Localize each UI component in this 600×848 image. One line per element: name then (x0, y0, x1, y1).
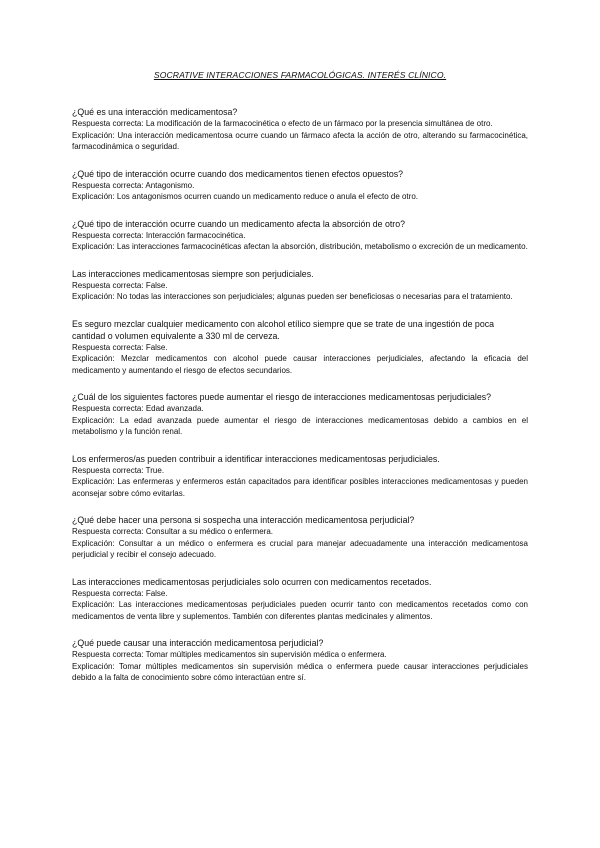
answer-text: Respuesta correcta: False. (72, 280, 168, 290)
explanation-text: Explicación: Los antagonismos ocurren cuando un medicamento reduce o anula el efecto de otro. (72, 192, 418, 201)
question-text: Es seguro mezclar cualquier medicamento con alcohol etílico siempre que se trate de una ingestión de poca cantidad o volumen equivalente a 330 ml de cerveza. (72, 318, 495, 341)
question-text: Las interacciones medicamentosas siempre son perjudiciales. (72, 268, 314, 279)
qa-item (72, 637, 528, 684)
qa-item (72, 318, 528, 377)
question-text: ¿Qué debe hacer una persona si sospecha una interacción medicamentosa perjudicial? (72, 515, 415, 525)
qa-item (72, 168, 528, 203)
qa-item (72, 391, 528, 438)
answer-text: Respuesta correcta: False. (72, 588, 168, 598)
qa-item (72, 514, 528, 561)
question-text: ¿Qué puede causar una interacción medicamentosa perjudicial? (72, 638, 324, 648)
answer-text: Respuesta correcta: La modificación de la farmacocinética o efecto de un fármaco por la presencia simultánea de otro. (72, 119, 493, 128)
question-text: Los enfermeros/as pueden contribuir a identificar interacciones medicamentosas perjudiciales. (72, 453, 440, 464)
qa-item (72, 218, 528, 253)
answer-text: Respuesta correcta: False. (72, 342, 168, 352)
explanation-text: Explicación: La edad avanzada puede aumentar el riesgo de interacciones medicamentosas debido a cambios en el metabolismo y la función renal. (72, 415, 528, 436)
qa-item (72, 453, 528, 500)
explanation-text: Explicación: No todas las interacciones son perjudiciales; algunas pueden ser beneficiosas o necesarias para el tratamiento. (72, 292, 513, 301)
qa-item (72, 576, 528, 623)
explanation-text: Explicación: Mezclar medicamentos con alcohol puede causar interacciones perjudiciales, afectando la eficacia del medicamento y aumentando el riesgo de efectos secundarios. (72, 354, 528, 375)
answer-text: Respuesta correcta: Consultar a su médico o enfermera. (72, 527, 273, 536)
question-text: Las interacciones medicamentosas perjudiciales solo ocurren con medicamentos recetados. (72, 576, 432, 587)
question-text: ¿Qué tipo de interacción ocurre cuando un medicamento afecta la absorción de otro? (72, 218, 406, 229)
explanation-text: Explicación: Tomar múltiples medicamentos sin supervisión médica o enfermera puede causar interacciones perjudiciales debido a la falta de conocimiento sobre cómo interactúan entre sí. (72, 661, 528, 682)
qa-item (72, 106, 528, 153)
explanation-text: Explicación: Las enfermeras y enfermeros están capacitados para identificar posibles interacciones medicamentosas y pueden aconsejar sobre cómo evitarlas. (72, 477, 528, 498)
answer-text: Respuesta correcta: Antagonismo. (72, 180, 195, 190)
explanation-text: Explicación: Consultar a un médico o enfermera es crucial para manejar adecuadamente una interacción medicamentosa perjudicial y recibir el consejo adecuado. (72, 538, 528, 559)
answer-text: Respuesta correcta: True. (72, 465, 165, 475)
document-title: SOCRATIVE INTERACCIONES FARMACOLÓGICAS. INTERÉS CLÍNICO. (153, 70, 447, 80)
explanation-text: Explicación: Las interacciones medicamentosas perjudiciales pueden ocurrir tanto con medicamentos recetados como con medicamentos de venta libre y suplementos. También con diferentes plantas medicinales y alimentos. (72, 600, 528, 621)
answer-text: Respuesta correcta: Edad avanzada. (72, 404, 204, 413)
answer-text: Respuesta correcta: Interacción farmacocinética. (72, 230, 246, 240)
explanation-text: Explicación: Las interacciones farmacocinéticas afectan la absorción, distribución, metabolismo o excreción de un medicamento. (72, 242, 528, 251)
question-text: ¿Cuál de los siguientes factores puede aumentar el riesgo de interacciones medicamentosas perjudiciales? (72, 392, 492, 402)
explanation-text: Explicación: Una interacción medicamentosa ocurre cuando un fármaco afecta la acción de otro, alterando su farmacocinética, farmacodinámica o seguridad. (72, 130, 528, 151)
question-text: ¿Qué tipo de interacción ocurre cuando dos medicamentos tienen efectos opuestos? (72, 168, 404, 179)
qa-item (72, 268, 528, 303)
question-text: ¿Qué es una interacción medicamentosa? (72, 107, 238, 117)
qa-list (72, 106, 528, 699)
answer-text: Respuesta correcta: Tomar múltiples medicamentos sin supervisión médica o enfermera. (72, 650, 387, 659)
